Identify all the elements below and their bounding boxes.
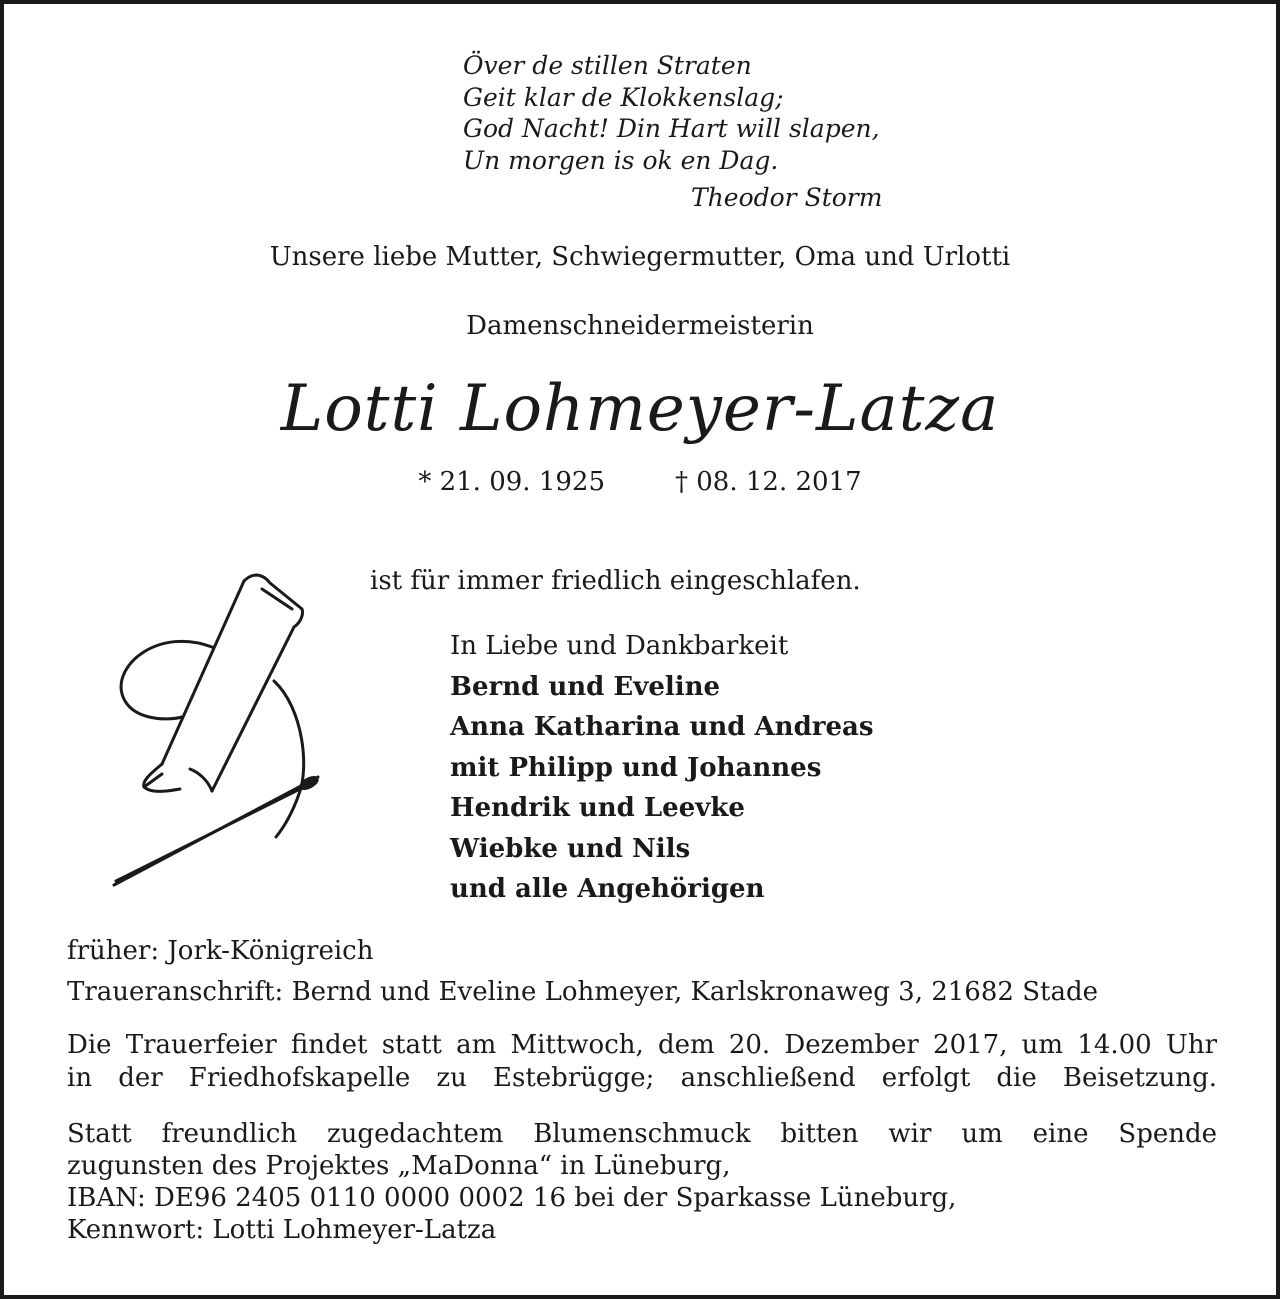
family-member: Anna Katharina und Andreas [450,712,874,742]
donation-line: zugunsten des Projektes „MaDonna“ in Lüneburg, [67,1151,731,1181]
donation-line: Statt freundlich zugedachtem Blumenschmuck bitten wir um eine Spende [67,1119,1217,1149]
profession: Damenschneidermeisterin [466,311,814,341]
family-member: Bernd und Eveline [450,671,721,702]
family-member: Hendrik und Leevke [450,793,745,823]
family-member: und alle Angehörigen [450,874,765,904]
funeral-service-info [67,1029,1217,1095]
poem-author: Theodor Storm [691,183,883,212]
family-member: mit Philipp und Johannes [450,752,822,783]
donation-line: IBAN: DE96 2405 0110 0000 0002 16 bei der Sparkasse Lüneburg, [67,1183,957,1213]
death-date: † 08. 12. 2017 [675,467,862,497]
poem-line: God Nacht! Din Hart will slapen, [463,114,880,143]
deceased-name: Lotti Lohmeyer-Latza [280,372,1000,446]
poem-line: Över de stillen Straten [463,51,752,80]
birth-date: * 21. 09. 1925 [418,467,605,497]
poem [463,50,882,214]
poem-line: Geit klar de Klokkenslag; [463,82,784,112]
family-list [450,626,873,910]
thread-spool-needle-icon [104,569,334,899]
former-residence: früher: Jork-Königreich [67,936,374,966]
intro-text: Unsere liebe Mutter, Schwiegermutter, Oma und Urlotti [269,242,1011,272]
service-line: Die Trauerfeier findet statt am Mittwoch, dem 20. Dezember 2017, um 14.00 Uhr [67,1030,1217,1060]
family-member: Wiebke und Nils [450,833,691,864]
life-dates [4,467,1276,497]
mourning-address: Traueranschrift: Bernd und Eveline Lohmeyer, Karlskronaweg 3, 21682 Stade [67,977,1098,1007]
donation-line: Kennwort: Lotti Lohmeyer-Latza [67,1215,497,1245]
passed-text: ist für immer friedlich eingeschlafen. [370,566,861,596]
family-intro: In Liebe und Dankbarkeit [450,631,789,661]
poem-line: Un morgen is ok en Dag. [463,145,779,175]
donation-info [67,1118,1217,1246]
service-line: in der Friedhofskapelle zu Estebrügge; anschließend erfolgt die Beisetzung. [67,1063,1217,1093]
